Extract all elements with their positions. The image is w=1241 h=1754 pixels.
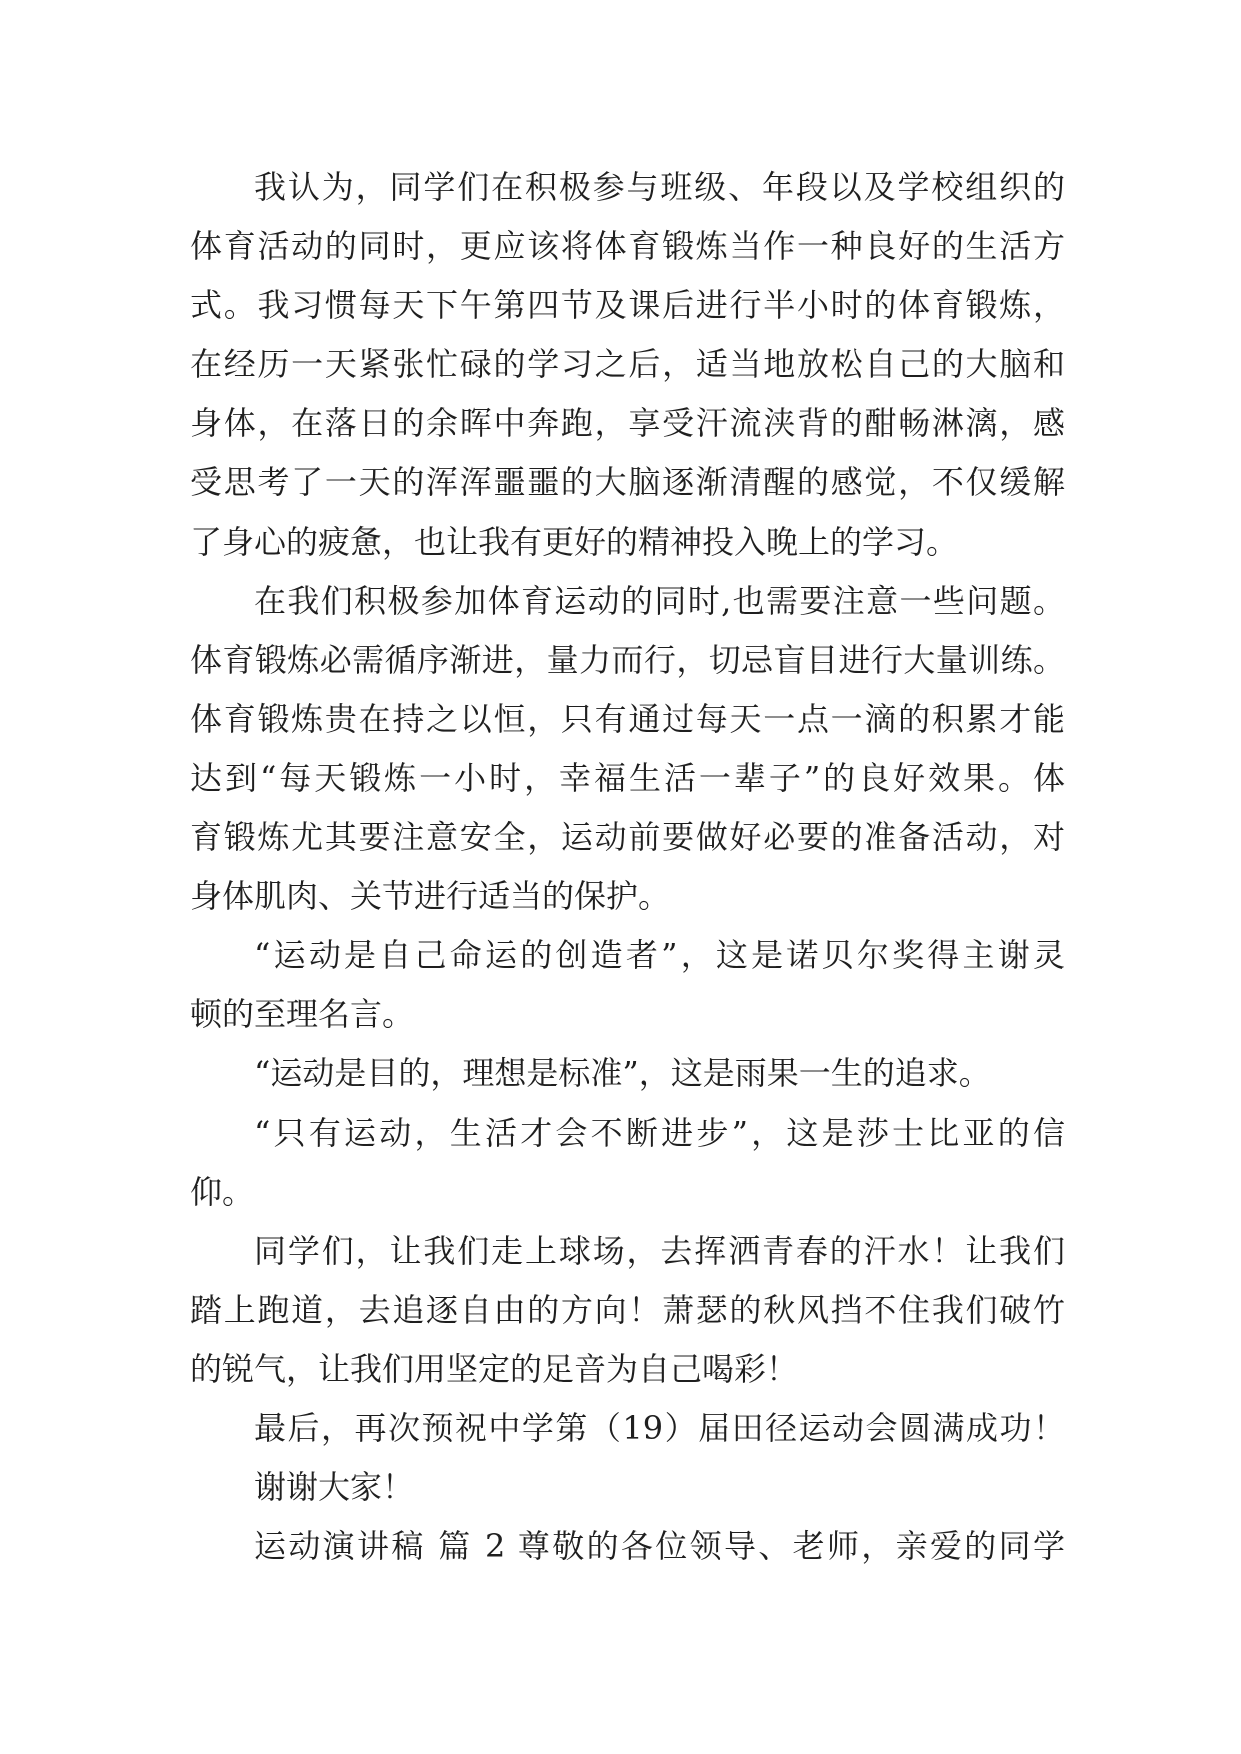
text-line: 在我们积极参加体育运动的同时,也需要注意一些问题。 (254, 581, 1065, 620)
text-line: “运动是目的，理想是标准”，这是雨果一生的追求。 (254, 1054, 991, 1093)
text-line: 我认为，同学们在积极参与班级、年段以及学校组织的 (254, 168, 1065, 206)
text-line: 式。我习惯每天下午第四节及课后进行半小时的体育锻炼， (190, 286, 1065, 325)
text-line: 身体，在落日的余晖中奔跑，享受汗流浃背的酣畅淋漓，感 (190, 404, 1065, 443)
text-line: 体育锻炼必需循序渐进，量力而行，切忌盲目进行大量训练。 (190, 640, 1065, 679)
text-line: 顿的至理名言。 (190, 995, 415, 1034)
text-line: “只有运动，生活才会不断进步”，这是莎士比亚的信 (254, 1113, 1065, 1152)
text-line: 仰。 (190, 1172, 255, 1211)
text-line: 踏上跑道，去追逐自由的方向！萧瑟的秋风挡不住我们破竹 (190, 1290, 1065, 1329)
text-line: 体育活动的同时，更应该将体育锻炼当作一种良好的生活方 (190, 227, 1065, 266)
text-line: 受思考了一天的浑浑噩噩的大脑逐渐清醒的感觉，不仅缓解 (190, 463, 1065, 502)
text-line: 达到“每天锻炼一小时，幸福生活一辈子”的良好效果。体 (190, 758, 1065, 797)
text-line: 的锐气，让我们用坚定的足音为自己喝彩！ (190, 1349, 799, 1388)
text-line: 体育锻炼贵在持之以恒，只有通过每天一点一滴的积累才能 (190, 699, 1065, 738)
text-line: 谢谢大家！ (254, 1468, 415, 1507)
text-line: 最后，再次预祝中学第（19）届田径运动会圆满成功！ (254, 1408, 1065, 1447)
text-line: 了身心的疲惫，也让我有更好的精神投入晚上的学习。 (190, 522, 959, 561)
text-line: “运动是自己命运的创造者”，这是诺贝尔奖得主谢灵 (254, 936, 1065, 975)
text-line: 育锻炼尤其要注意安全，运动前要做好必要的准备活动，对 (190, 818, 1065, 857)
text-line: 身体肌肉、关节进行适当的保护。 (190, 877, 671, 916)
speech-text (190, 158, 1065, 1576)
text-line: 运动演讲稿 篇 2 尊敬的各位领导、老师，亲爱的同学 (254, 1527, 1065, 1566)
text-line: 同学们，让我们走上球场，去挥洒青春的汗水！让我们 (254, 1231, 1065, 1270)
text-line: 在经历一天紧张忙碌的学习之后，适当地放松自己的大脑和 (190, 345, 1065, 384)
